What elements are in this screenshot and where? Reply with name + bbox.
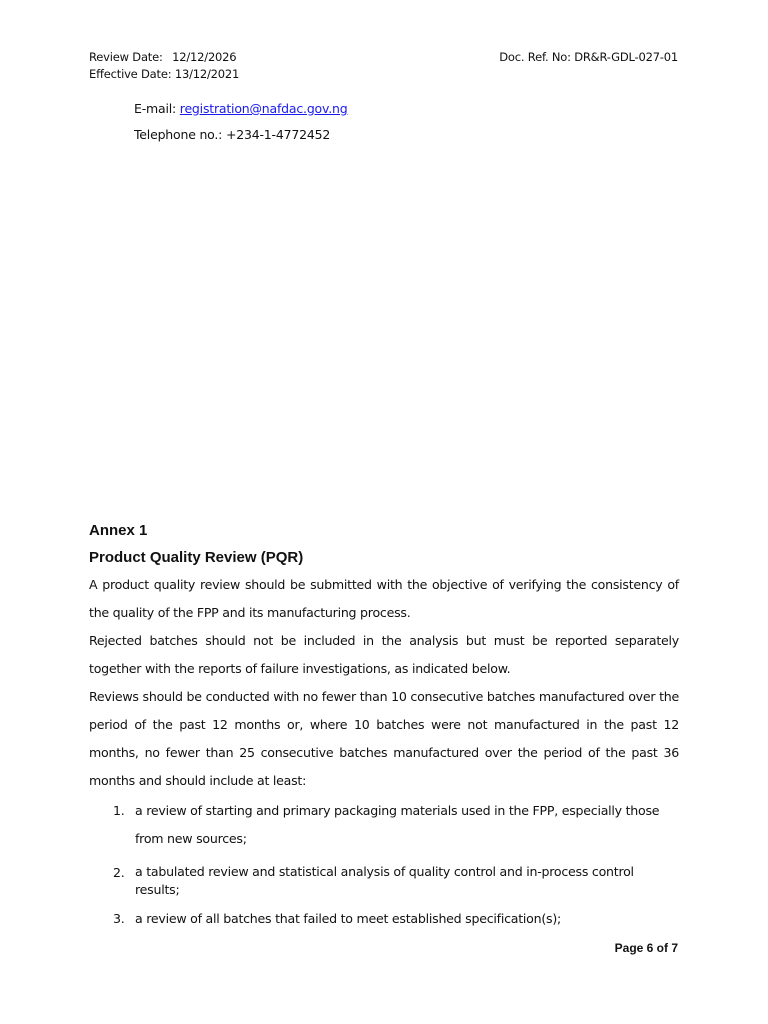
requirements-list [89,797,679,933]
annex-section [89,517,679,939]
paragraph: A product quality review should be submitted with the objective of verifying the consistency of the quality of the FPP and its manufacturing process. [89,577,679,620]
email-link[interactable]: registration@nafdac.gov.ng [179,101,348,116]
effective-date-label: Effective Date: [89,67,172,81]
list-item [89,905,679,933]
list-item [89,859,679,899]
list-item-number: 1. [113,803,125,818]
telephone-row: Telephone no.: +234-1-4772452 [134,127,331,142]
list-item-text: a review of starting and primary packaging materials used in the FPP, especially those from new sources; [135,803,660,846]
annex-body [89,571,679,933]
paragraph: Reviews should be conducted with no fewer than 10 consecutive batches manufactured over the period of the past 12 months or, where 10 batches were not manufactured in the past 12 months, no fewer than 25 consecutive batches manufactured over the period of the past 36 months and should include at least: [89,689,679,788]
list-item-text: a tabulated review and statistical analysis of quality control and in-process control results; [135,864,634,897]
list-item [89,797,679,853]
paragraph: Rejected batches should not be included in the analysis but must be reported separately together with the reports of failure investigations, as indicated below. [89,633,679,676]
list-item-number: 3. [113,911,125,926]
effective-date-row [89,66,239,83]
email-label: E-mail: [134,101,180,116]
page-number: Page 6 of 7 [614,941,678,955]
list-item-number: 2. [113,865,125,880]
email-row [134,96,347,122]
annex-subtitle: Product Quality Review (PQR) [89,549,304,566]
contact-block [134,96,347,148]
review-date-row [89,49,239,66]
review-date-label: Review Date: [89,50,163,64]
header-dates [89,49,239,83]
review-date-value: 12/12/2026 [172,50,237,64]
annex-title: Annex 1 [89,522,148,539]
effective-date-value: 13/12/2021 [174,67,240,81]
doc-ref-number: Doc. Ref. No: DR&R-GDL-027-01 [499,50,678,64]
list-item-text: a review of all batches that failed to meet established specification(s); [135,911,561,926]
